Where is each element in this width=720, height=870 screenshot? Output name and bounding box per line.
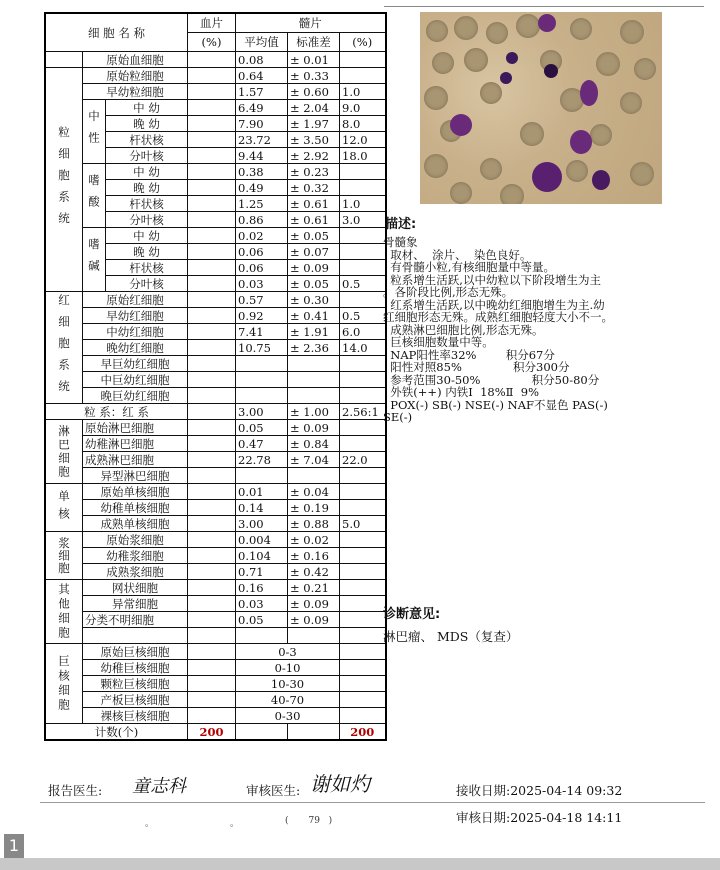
cell-name: 幼稚浆细胞: [83, 548, 188, 564]
cell-name: 异常细胞: [83, 596, 188, 612]
cell-sd: ± 0.21: [288, 580, 340, 596]
table-row: [45, 356, 386, 372]
cell-pct: 3.0: [340, 212, 386, 228]
cell-mean: 0.004: [236, 532, 288, 548]
description-line: NAP阳性率32% 积分67分: [383, 347, 555, 362]
cell-name: 中 幼: [106, 164, 188, 180]
cell-range: 10-30: [236, 676, 340, 692]
table-row: [45, 676, 386, 692]
cell-sd: ± 0.05: [288, 276, 340, 292]
cell-sd: ± 7.04: [288, 452, 340, 468]
group-label-other: 其他细胞: [45, 580, 83, 644]
cell-sd: ± 0.09: [288, 612, 340, 628]
cell-pct: [340, 164, 386, 180]
diagnosis-title: 诊断意见:: [383, 607, 441, 622]
cell-mean: 0.05: [236, 612, 288, 628]
report-doctor-label: 报告医生:: [48, 783, 103, 798]
table-header-row: [45, 13, 386, 33]
description-line: POX(-) SB(-) NSE(-) NAF不显色 PAS(-): [383, 397, 608, 412]
cell-pct: [340, 548, 386, 564]
page-number: ( 79 ): [285, 816, 333, 826]
cell-name: 幼稚淋巴细胞: [83, 436, 188, 452]
description-line: 骨髓象: [383, 235, 418, 249]
cell-name: 原始粒细胞: [83, 68, 188, 84]
cell-name: 颗粒巨核细胞: [83, 676, 188, 692]
cell-name: 晚幼红细胞: [83, 340, 188, 356]
cell-name: 幼稚巨核细胞: [83, 660, 188, 676]
cell-range: 0-10: [236, 660, 340, 676]
cell-name: 中 幼: [106, 228, 188, 244]
cell-name: [83, 628, 188, 644]
table-row: [45, 292, 386, 308]
table-row: [45, 404, 386, 420]
diagnosis-text: 淋巴瘤、 MDS（复查）: [383, 629, 519, 644]
description-line: 红细胞形态无殊。成熟红细胞轻度大小不一。: [383, 310, 613, 324]
cell-mean: [236, 372, 288, 388]
cell-name: 晚 幼: [106, 180, 188, 196]
cell-name: 原始单核细胞: [83, 484, 188, 500]
corner-page-badge: 1: [4, 834, 24, 858]
subgroup-label-basophil: 嗜碱: [83, 228, 106, 292]
cell-sd: [288, 468, 340, 484]
cell-mean: 0.02: [236, 228, 288, 244]
table-row: [45, 644, 386, 660]
cell-pct: [340, 68, 386, 84]
cell-pct: 1.0: [340, 84, 386, 100]
group-label-lymphocyte: 淋巴细胞: [45, 420, 83, 484]
cell-pct: 18.0: [340, 148, 386, 164]
description-title: 描述:: [385, 217, 417, 232]
cell-pct: [340, 180, 386, 196]
description-line: 外铁(++) 内铁Ⅰ 18%Ⅱ 9%: [383, 385, 539, 399]
header-sd: 标准差: [288, 33, 340, 52]
cell-name: 分类不明细胞: [83, 612, 188, 628]
group-label-plasma: 浆细胞: [45, 532, 83, 580]
cell-sd: ± 1.91: [288, 324, 340, 340]
cell-mean: 22.78: [236, 452, 288, 468]
cell-pct: [340, 372, 386, 388]
table-row: [45, 52, 386, 68]
cell-pct: 5.0: [340, 516, 386, 532]
cell-pct: 0.5: [340, 308, 386, 324]
header-blood-unit: (%): [188, 33, 236, 52]
cell-mean: 0.47: [236, 436, 288, 452]
cell-pct: [340, 260, 386, 276]
table-row: [45, 548, 386, 564]
cell-sd: ± 0.05: [288, 228, 340, 244]
cell-pct: [340, 244, 386, 260]
cell-sd: ± 0.88: [288, 516, 340, 532]
report-doctor-signature: 童志科: [132, 776, 186, 797]
cell-name: 原始淋巴细胞: [83, 420, 188, 436]
description-line: 取材、 涂片、 染色良好。: [383, 247, 532, 262]
cell-mean: 10.75: [236, 340, 288, 356]
table-row: [45, 500, 386, 516]
cell-mean: 7.90: [236, 116, 288, 132]
cell-pct: [340, 436, 386, 452]
cell-mean: 9.44: [236, 148, 288, 164]
cell-name: 中 幼: [106, 100, 188, 116]
cell-name: 网状细胞: [83, 580, 188, 596]
cell-sd: ± 0.41: [288, 308, 340, 324]
cell-count-table: [44, 12, 387, 741]
cell-mean: 0.49: [236, 180, 288, 196]
group-label-granulocyte: 粒细胞系统: [45, 68, 83, 292]
count-row: [45, 724, 386, 741]
review-date: 审核日期:2025-04-18 14:11: [456, 810, 623, 825]
cell-name: 产板巨核细胞: [83, 692, 188, 708]
micrograph-image: [420, 12, 662, 204]
cell-mean: 0.86: [236, 212, 288, 228]
description-line: 参考范围30-50% 积分50-80分: [383, 372, 600, 387]
subgroup-label-eosinophil: 嗜酸: [83, 164, 106, 228]
review-doctor-signature: 谢如灼: [310, 772, 370, 796]
cell-pct: [340, 52, 386, 68]
cell-name: 成熟淋巴细胞: [83, 452, 188, 468]
table-row: [45, 660, 386, 676]
cell-pct: [340, 532, 386, 548]
cell-mean: 1.25: [236, 196, 288, 212]
cell-sd: ± 0.16: [288, 548, 340, 564]
cell-sd: ± 0.61: [288, 212, 340, 228]
cell-name: 晚 幼: [106, 244, 188, 260]
description-line: 成熟淋巴细胞比例,形态无殊。: [383, 322, 544, 337]
cell-name: 成熟单核细胞: [83, 516, 188, 532]
description-line: SE(-): [383, 410, 413, 424]
cell-pct: [340, 484, 386, 500]
page-mark-dot: 。: [230, 819, 240, 829]
cell-sd: ± 0.33: [288, 68, 340, 84]
description-text: [383, 236, 703, 424]
cell-name: 杆状核: [106, 260, 188, 276]
table-row: [45, 228, 386, 244]
cell-mean: 0.57: [236, 292, 288, 308]
cell-pct: 6.0: [340, 324, 386, 340]
table-row: [45, 596, 386, 612]
header-cell-name: 细 胞 名 称: [45, 13, 188, 52]
cell-sd: ± 0.09: [288, 260, 340, 276]
cell-mean: 0.71: [236, 564, 288, 580]
table-row: [45, 468, 386, 484]
table-row: [45, 580, 386, 596]
cell-pct: 22.0: [340, 452, 386, 468]
cell-sd: ± 0.04: [288, 484, 340, 500]
description-line: 。各阶段比例,形态无殊。: [383, 285, 514, 299]
cell-name: 异型淋巴细胞: [83, 468, 188, 484]
cell-name: 中巨幼红细胞: [83, 372, 188, 388]
cell-sd: [288, 628, 340, 644]
cell-mean: 23.72: [236, 132, 288, 148]
header-mean: 平均值: [236, 33, 288, 52]
cell-sd: ± 1.97: [288, 116, 340, 132]
cell-name: 原始血细胞: [83, 52, 188, 68]
table-row: [45, 340, 386, 356]
cell-pct: 8.0: [340, 116, 386, 132]
cell-range: 0-3: [236, 644, 340, 660]
bottom-bar: [0, 858, 720, 870]
cell-mean: [236, 628, 288, 644]
header-blood: 血片: [188, 13, 236, 33]
cell-sd: ± 0.30: [288, 292, 340, 308]
cell-pct: 12.0: [340, 132, 386, 148]
table-row: [45, 100, 386, 116]
receive-date: 接收日期:2025-04-14 09:32: [456, 783, 623, 798]
cell-name: 原始红细胞: [83, 292, 188, 308]
cell-name: 晚 幼: [106, 116, 188, 132]
cell-mean: 7.41: [236, 324, 288, 340]
cell-sd: ± 0.02: [288, 532, 340, 548]
table-row: [45, 708, 386, 724]
description-line: 红系增生活跃,以中晚幼红细胞增生为主.幼: [383, 297, 605, 312]
cell-name: 分叶核: [106, 148, 188, 164]
cell-name: 杆状核: [106, 196, 188, 212]
cell-sd: ± 0.32: [288, 180, 340, 196]
table-row: [45, 564, 386, 580]
cell-mean: [236, 356, 288, 372]
cell-pct: [340, 228, 386, 244]
cell-name: 早巨幼红细胞: [83, 356, 188, 372]
cell-sd: ± 0.60: [288, 84, 340, 100]
cell-sd: ± 0.01: [288, 52, 340, 68]
cell-name: 分叶核: [106, 276, 188, 292]
cell-pct: [340, 628, 386, 644]
cell-sd: ± 0.09: [288, 420, 340, 436]
cell-pct: [340, 596, 386, 612]
cell-mean: 0.05: [236, 420, 288, 436]
cell-pct: 2.56:1: [340, 404, 386, 420]
cell-sd: [288, 388, 340, 404]
cell-sd: [288, 356, 340, 372]
cell-mean: 0.06: [236, 244, 288, 260]
cell-sd: ± 0.23: [288, 164, 340, 180]
table-row: [45, 372, 386, 388]
cell-sd: ± 0.09: [288, 596, 340, 612]
cell-name: 中幼红细胞: [83, 324, 188, 340]
footer-divider: [40, 802, 705, 803]
description-line: 粒系增生活跃,以中幼粒以下阶段增生为主: [383, 272, 601, 287]
cell-mean: 3.00: [236, 404, 288, 420]
table-row: [45, 324, 386, 340]
description-line: 有骨髓小粒,有核细胞量中等量。: [383, 260, 555, 274]
count-marrow: 200: [340, 724, 386, 741]
table-row: [45, 628, 386, 644]
cell-mean: 0.92: [236, 308, 288, 324]
cell-mean: 0.03: [236, 276, 288, 292]
header-pct: (%): [340, 33, 386, 52]
subgroup-label-neutrophil: 中性: [83, 100, 106, 164]
cell-name: 成熟浆细胞: [83, 564, 188, 580]
cell-mean: 0.38: [236, 164, 288, 180]
table-row: [45, 388, 386, 404]
cell-mean: 6.49: [236, 100, 288, 116]
cell-pct: [340, 580, 386, 596]
top-divider: [384, 6, 704, 7]
cell-sd: ± 0.42: [288, 564, 340, 580]
cell-mean: 0.08: [236, 52, 288, 68]
count-blood: 200: [188, 724, 236, 741]
review-doctor-label: 审核医生:: [246, 783, 301, 798]
group-label-monocyte: 单核: [45, 484, 83, 532]
cell-name: 晚巨幼红细胞: [83, 388, 188, 404]
cell-sd: [288, 372, 340, 388]
group-label-erythroid: 红细胞系统: [45, 292, 83, 404]
cell-pct: [340, 500, 386, 516]
cell-pct: 1.0: [340, 196, 386, 212]
cell-mean: 0.14: [236, 500, 288, 516]
cell-pct: 14.0: [340, 340, 386, 356]
description-line: 巨核细胞数量中等。: [383, 335, 494, 349]
cell-mean: 0.01: [236, 484, 288, 500]
table-row: [45, 612, 386, 628]
cell-pct: [340, 612, 386, 628]
table-row: [45, 516, 386, 532]
cell-name: 原始浆细胞: [83, 532, 188, 548]
table-row: [45, 532, 386, 548]
cell-mean: [236, 388, 288, 404]
cell-pct: 0.5: [340, 276, 386, 292]
cell-range: 40-70: [236, 692, 340, 708]
table-row: [45, 452, 386, 468]
cell-pct: [340, 388, 386, 404]
table-row: [45, 164, 386, 180]
cell-sd: ± 0.19: [288, 500, 340, 516]
group-label-megakaryocyte: 巨核细胞: [45, 644, 83, 724]
cell-sd: ± 0.61: [288, 196, 340, 212]
cell-sd: ± 0.84: [288, 436, 340, 452]
table-row: [45, 692, 386, 708]
cell-mean: 0.06: [236, 260, 288, 276]
cell-mean: 3.00: [236, 516, 288, 532]
table-row: [45, 68, 386, 84]
cell-sd: ± 2.36: [288, 340, 340, 356]
cell-pct: 9.0: [340, 100, 386, 116]
header-marrow: 髓片: [236, 13, 386, 33]
table-row: [45, 436, 386, 452]
cell-name: 杆状核: [106, 132, 188, 148]
cell-range: 0-30: [236, 708, 340, 724]
cell-name: 幼稚单核细胞: [83, 500, 188, 516]
cell-mean: 0.64: [236, 68, 288, 84]
cell-sd: ± 3.50: [288, 132, 340, 148]
cell-mean: [236, 468, 288, 484]
cell-pct: [340, 420, 386, 436]
cell-name: 粒 系：红 系: [45, 404, 188, 420]
cell-sd: ± 0.07: [288, 244, 340, 260]
cell-pct: [340, 564, 386, 580]
page-mark-dot: 。: [145, 819, 155, 829]
cell-mean: 0.16: [236, 580, 288, 596]
cell-name: 裸核巨核细胞: [83, 708, 188, 724]
cell-name: 早幼红细胞: [83, 308, 188, 324]
cell-pct: [340, 292, 386, 308]
count-label: 计数(个): [45, 724, 188, 741]
description-line: 阳性对照85% 积分300分: [383, 360, 570, 374]
cell-pct: [340, 356, 386, 372]
cell-name: 早幼粒细胞: [83, 84, 188, 100]
cell-mean: 1.57: [236, 84, 288, 100]
cell-mean: 0.03: [236, 596, 288, 612]
table-row: [45, 420, 386, 436]
table-row: [45, 484, 386, 500]
table-row: [45, 84, 386, 100]
cell-name: 分叶核: [106, 212, 188, 228]
cell-mean: 0.104: [236, 548, 288, 564]
table-row: [45, 308, 386, 324]
cell-sd: ± 2.04: [288, 100, 340, 116]
cell-sd: ± 2.92: [288, 148, 340, 164]
cell-sd: ± 1.00: [288, 404, 340, 420]
cell-name: 原始巨核细胞: [83, 644, 188, 660]
cell-pct: [340, 468, 386, 484]
